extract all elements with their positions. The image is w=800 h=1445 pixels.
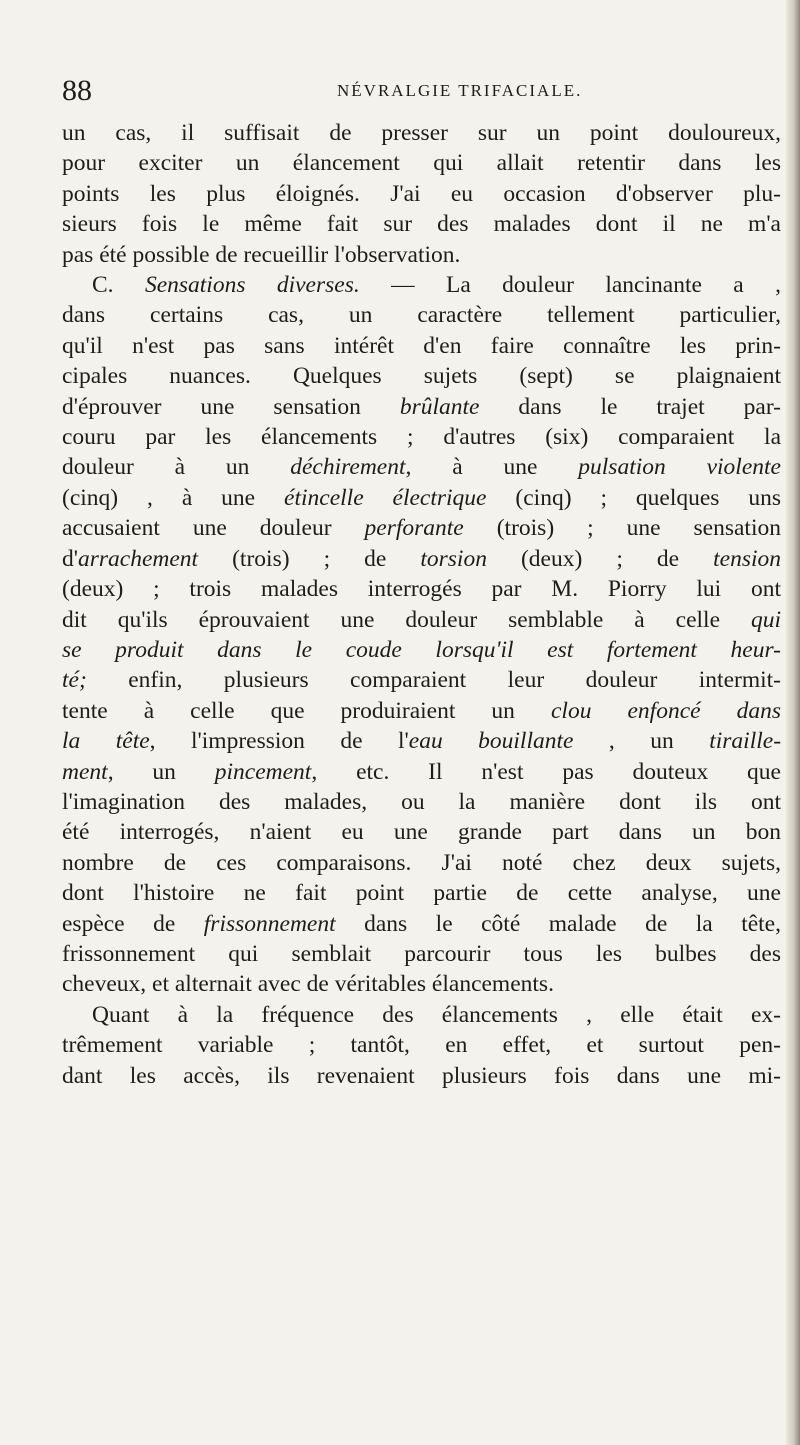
- italic-text: té;: [62, 667, 87, 694]
- text-segment: , un: [573, 728, 710, 755]
- text-line: [62, 1000, 781, 1030]
- text-segment: pour exciter un élancement qui allait retentir dans les: [62, 150, 781, 177]
- text-line: [62, 696, 781, 726]
- text-line: [62, 270, 781, 300]
- text-segment: sieurs fois le même fait sur des malades dont il ne m'a: [62, 211, 781, 238]
- text-line: [62, 331, 781, 361]
- text-segment: été interrogés, n'aient eu une grande part dans un bon: [62, 819, 781, 846]
- text-segment: tente à celle que produiraient un: [62, 697, 551, 724]
- text-segment: dant les accès, ils revenaient plusieurs fois dans une mi-: [62, 1062, 781, 1089]
- italic-text: étincelle électrique: [284, 484, 487, 511]
- text-line: [62, 848, 781, 878]
- running-head: [62, 73, 642, 109]
- text-line: [62, 726, 781, 756]
- text-segment: trêmement variable ; tantôt, en effet, et surtout pen-: [62, 1032, 781, 1059]
- text-line: [62, 361, 781, 391]
- page-edge-shadow: [786, 0, 800, 1445]
- text-segment: dans le côté malade de la tête,: [335, 910, 781, 937]
- text-line: [62, 483, 781, 513]
- text-segment: espèce de: [62, 910, 204, 937]
- italic-text: frissonnement: [203, 910, 336, 937]
- text-segment: , un: [107, 758, 215, 785]
- text-segment: d': [62, 545, 78, 572]
- text-line: [62, 392, 781, 422]
- text-segment: (deux) ; de: [486, 545, 714, 572]
- text-line: [62, 118, 781, 148]
- text-segment: nombre de ces comparaisons. J'ai noté chez deux sujets,: [62, 849, 781, 876]
- text-segment: d'éprouver une sensation: [62, 393, 400, 420]
- italic-text: perforante: [364, 515, 464, 542]
- text-line: [62, 544, 781, 574]
- text-segment: enfin, plusieurs comparaient leur douleur intermit-: [86, 667, 781, 694]
- text-line: [62, 574, 781, 604]
- italic-text: tension: [713, 545, 781, 572]
- italic-text: Sensations diverses.: [144, 272, 360, 299]
- text-line: [62, 300, 781, 330]
- text-segment: cipales nuances. Quelques sujets (sept) se plaignaient: [62, 363, 781, 390]
- text-line: [62, 513, 781, 543]
- text-segment: douleur à un: [62, 454, 291, 481]
- text-segment: dans le trajet par-: [479, 393, 781, 420]
- text-segment: (deux) ; trois malades interrogés par M. Piorry lui ont: [62, 576, 781, 603]
- text-line: [62, 878, 781, 908]
- text-line: [62, 605, 781, 635]
- text-line: [62, 240, 781, 270]
- text-segment: (trois) ; une sensation: [463, 515, 781, 542]
- italic-text: brûlante: [399, 393, 480, 420]
- italic-text: déchirement: [290, 454, 406, 481]
- text-line: [62, 665, 781, 695]
- running-title: NÉVRALGIE TRIFACIALE.: [337, 81, 583, 100]
- text-line: [62, 148, 781, 178]
- text-line: [62, 422, 781, 452]
- text-segment: couru par les élancements ; d'autres (six) comparaient la: [62, 424, 781, 451]
- text-line: [62, 909, 781, 939]
- text-segment: dans certains cas, un caractère tellement particulier,: [62, 302, 781, 329]
- text-segment: dont l'histoire ne fait point partie de cette analyse, une: [62, 880, 781, 907]
- italic-text: clou enfoncé dans: [550, 697, 781, 724]
- text-line: [62, 939, 781, 969]
- italic-text: pulsation violente: [578, 454, 781, 481]
- text-segment: , l'impression de l': [149, 728, 409, 755]
- text-segment: , etc. Il n'est pas douteux que: [311, 758, 781, 785]
- italic-text: arrachement: [77, 545, 199, 572]
- text-line: [62, 969, 781, 999]
- italic-text: qui: [750, 606, 781, 633]
- text-line: [62, 635, 781, 665]
- text-segment: pas été possible de recueillir l'observation.: [62, 241, 461, 268]
- text-segment: , à une: [405, 454, 579, 481]
- text-line: [62, 787, 781, 817]
- text-line: [62, 1061, 781, 1091]
- italic-text: torsion: [420, 545, 487, 572]
- text-line: [62, 452, 781, 482]
- text-line: [62, 757, 781, 787]
- text-segment: frissonnement qui semblait parcourir tous les bulbes des: [62, 940, 781, 967]
- italic-text: se produit dans le coude lorsqu'il est fortement heur-: [62, 636, 781, 663]
- text-segment: accusaient une douleur: [62, 515, 365, 542]
- text-segment: C.: [92, 272, 145, 299]
- body-text: [62, 118, 781, 1091]
- italic-text: eau bouillante: [408, 728, 574, 755]
- text-segment: (trois) ; de: [198, 545, 421, 572]
- text-line: [62, 209, 781, 239]
- italic-text: la tête: [62, 728, 150, 755]
- text-segment: l'imagination des malades, ou la manière dont ils ont: [62, 788, 781, 815]
- italic-text: ment: [62, 758, 108, 785]
- page-number: 88: [62, 74, 92, 107]
- text-segment: points les plus éloignés. J'ai eu occasion d'observer plu-: [62, 180, 781, 207]
- italic-text: pincement: [214, 758, 312, 785]
- italic-text: tiraille-: [709, 728, 781, 755]
- text-line: [62, 179, 781, 209]
- text-segment: (cinq) , à une: [62, 484, 285, 511]
- text-line: [62, 1030, 781, 1060]
- text-segment: dit qu'ils éprouvaient une douleur semblable à celle: [62, 606, 751, 633]
- text-segment: Quant à la fréquence des élancements , elle était ex-: [92, 1001, 781, 1028]
- text-segment: (cinq) ; quelques uns: [486, 484, 781, 511]
- text-segment: — La douleur lancinante a ,: [359, 272, 781, 299]
- text-segment: un cas, il suffisait de presser sur un point douloureux,: [62, 120, 781, 146]
- text-segment: qu'il n'est pas sans intérêt d'en faire connaître les prin-: [62, 332, 781, 359]
- text-line: [62, 817, 781, 847]
- text-segment: cheveux, et alternait avec de véritables élancements.: [62, 971, 554, 998]
